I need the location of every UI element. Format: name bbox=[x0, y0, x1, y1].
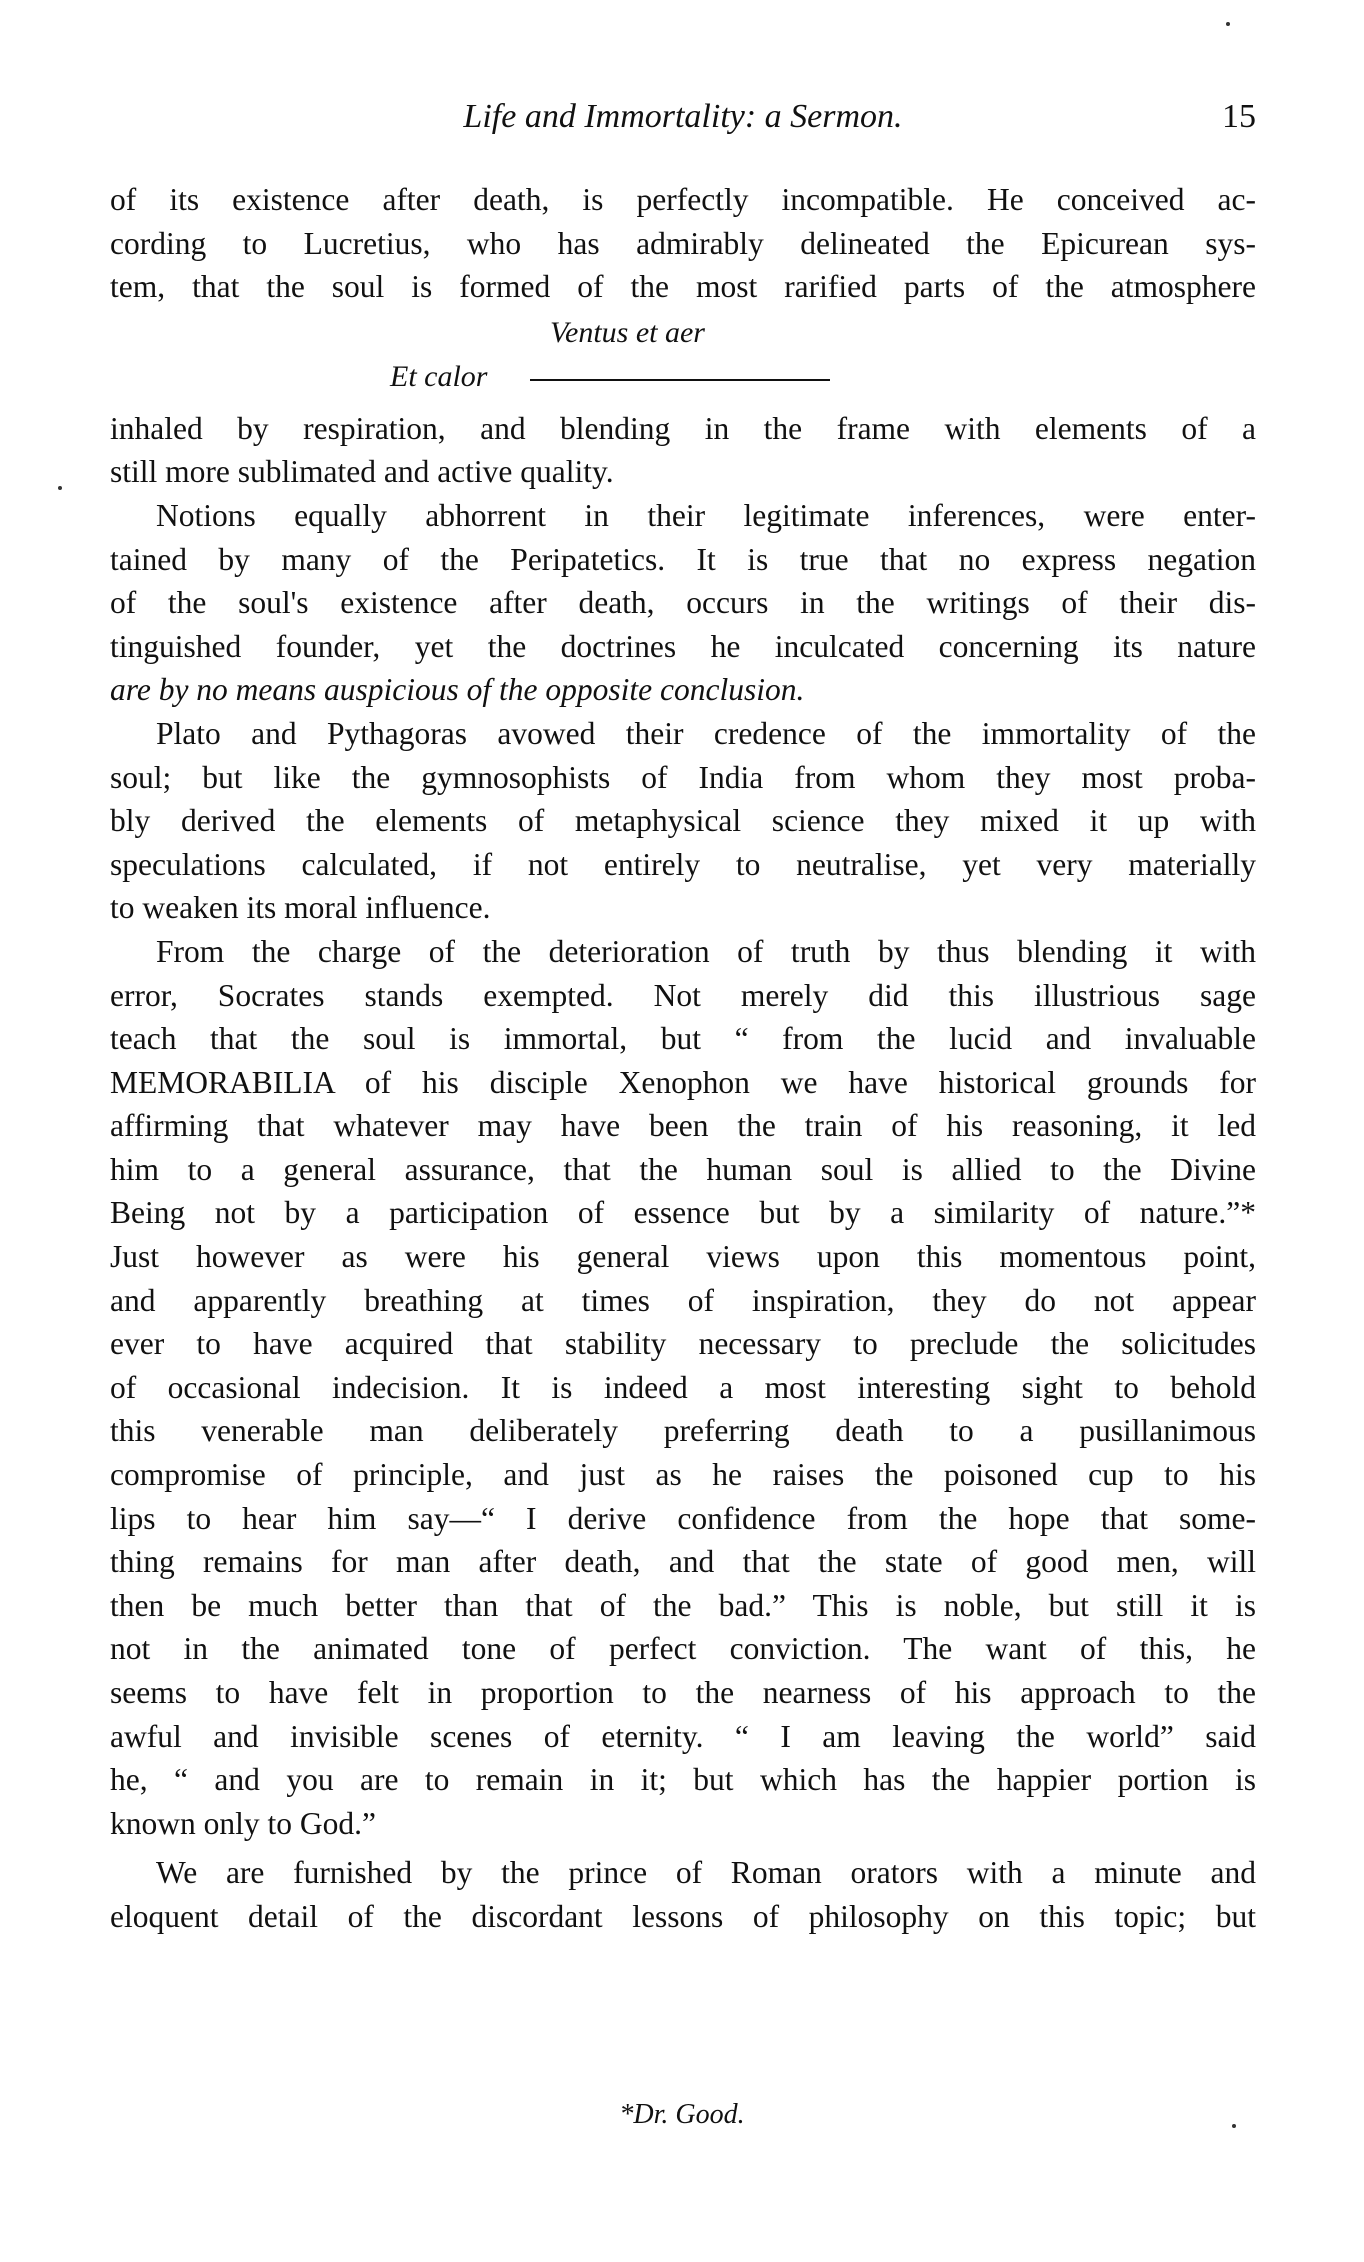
footnote: *Dr. Good. bbox=[619, 2099, 745, 2130]
text-line: cording to Lucretius, who has admirably delineated the Epicurean sys- bbox=[110, 225, 1256, 261]
text-line: Just however as were his general views upon this momentous point, bbox=[110, 1239, 1256, 1275]
text-line: not in the animated tone of perfect conviction. The want of this, he bbox=[110, 1631, 1256, 1667]
text-line: inhaled by respiration, and blending in the frame with elements of a bbox=[110, 410, 1256, 446]
quote-dash-rule bbox=[530, 379, 830, 381]
speck-mark bbox=[58, 486, 62, 490]
text-line: MEMORABILIA of his disciple Xenophon we have historical grounds for bbox=[110, 1064, 1256, 1100]
text-line: speculations calculated, if not entirely to neutralise, yet very materially bbox=[110, 846, 1256, 882]
page-number: 15 bbox=[1222, 98, 1256, 135]
text-line: From the charge of the deterioration of truth by thus blending it with bbox=[156, 933, 1256, 969]
text-line: he, “ and you are to remain in it; but which has the happier portion is bbox=[110, 1762, 1256, 1798]
text-line: compromise of principle, and just as he raises the poisoned cup to his bbox=[110, 1457, 1256, 1493]
text-line: error, Socrates stands exempted. Not merely did this illustrious sage bbox=[110, 977, 1256, 1013]
text-line: bly derived the elements of metaphysical science they mixed it up with bbox=[110, 803, 1256, 839]
body-text bbox=[110, 178, 1256, 1939]
text-line: Being not by a participation of essence but by a similarity of nature.”* bbox=[110, 1195, 1256, 1231]
text-line: We are furnished by the prince of Roman orators with a minute and bbox=[156, 1855, 1256, 1891]
text-line: of its existence after death, is perfectly incompatible. He conceived ac- bbox=[110, 182, 1256, 217]
speck-mark bbox=[1226, 22, 1230, 26]
text-line: ever to have acquired that stability necessary to preclude the solicitudes bbox=[110, 1326, 1256, 1362]
text-line: known only to God.” bbox=[110, 1805, 376, 1841]
text-line: thing remains for man after death, and that the state of good men, will bbox=[110, 1544, 1256, 1580]
running-title: Life and Immortality: a Sermon. bbox=[463, 98, 903, 135]
text-line: affirming that whatever may have been the train of his reasoning, it led bbox=[110, 1108, 1256, 1144]
text-line: Notions equally abhorrent in their legitimate inferences, were enter- bbox=[156, 497, 1256, 533]
text-line: seems to have felt in proportion to the nearness of his approach to the bbox=[110, 1675, 1256, 1710]
text-line: tinguished founder, yet the doctrines he inculcated concerning its nature bbox=[110, 628, 1256, 664]
text-line: soul; but like the gymnosophists of India from whom they most proba- bbox=[110, 759, 1256, 795]
text-line: still more sublimated and active quality. bbox=[110, 454, 614, 490]
text-line: Plato and Pythagoras avowed their credence of the immortality of the bbox=[156, 715, 1256, 751]
page-header bbox=[110, 92, 1256, 142]
text-line: of occasional indecision. It is indeed a most interesting sight to behold bbox=[110, 1369, 1256, 1405]
quote-line: Ventus et aer bbox=[550, 315, 705, 349]
text-line: teach that the soul is immortal, but “ from the lucid and invaluable bbox=[110, 1021, 1256, 1057]
text-line: are by no means auspicious of the opposite conclusion. bbox=[110, 672, 805, 708]
text-line: him to a general assurance, that the human soul is allied to the Divine bbox=[110, 1151, 1256, 1187]
text-line: eloquent detail of the discordant lessons of philosophy on this topic; but bbox=[110, 1898, 1256, 1934]
text-line: tained by many of the Peripatetics. It is true that no express negation bbox=[110, 541, 1256, 577]
text-line: to weaken its moral influence. bbox=[110, 890, 491, 926]
verse-quotation bbox=[110, 313, 1256, 403]
text-line: this venerable man deliberately preferring death to a pusillanimous bbox=[110, 1413, 1256, 1449]
quote-line: Et calor bbox=[390, 359, 488, 393]
text-line: tem, that the soul is formed of the most rarified parts of the atmosphere bbox=[110, 269, 1256, 305]
text-line: and apparently breathing at times of inspiration, they do not appear bbox=[110, 1282, 1256, 1318]
text-line: lips to hear him say—“ I derive confidence from the hope that some- bbox=[110, 1500, 1256, 1536]
text-line: awful and invisible scenes of eternity. “ I am leaving the world” said bbox=[110, 1718, 1256, 1754]
text-line: then be much better than that of the bad.” This is noble, but still it is bbox=[110, 1587, 1256, 1623]
text-line: of the soul's existence after death, occurs in the writings of their dis- bbox=[110, 585, 1256, 621]
